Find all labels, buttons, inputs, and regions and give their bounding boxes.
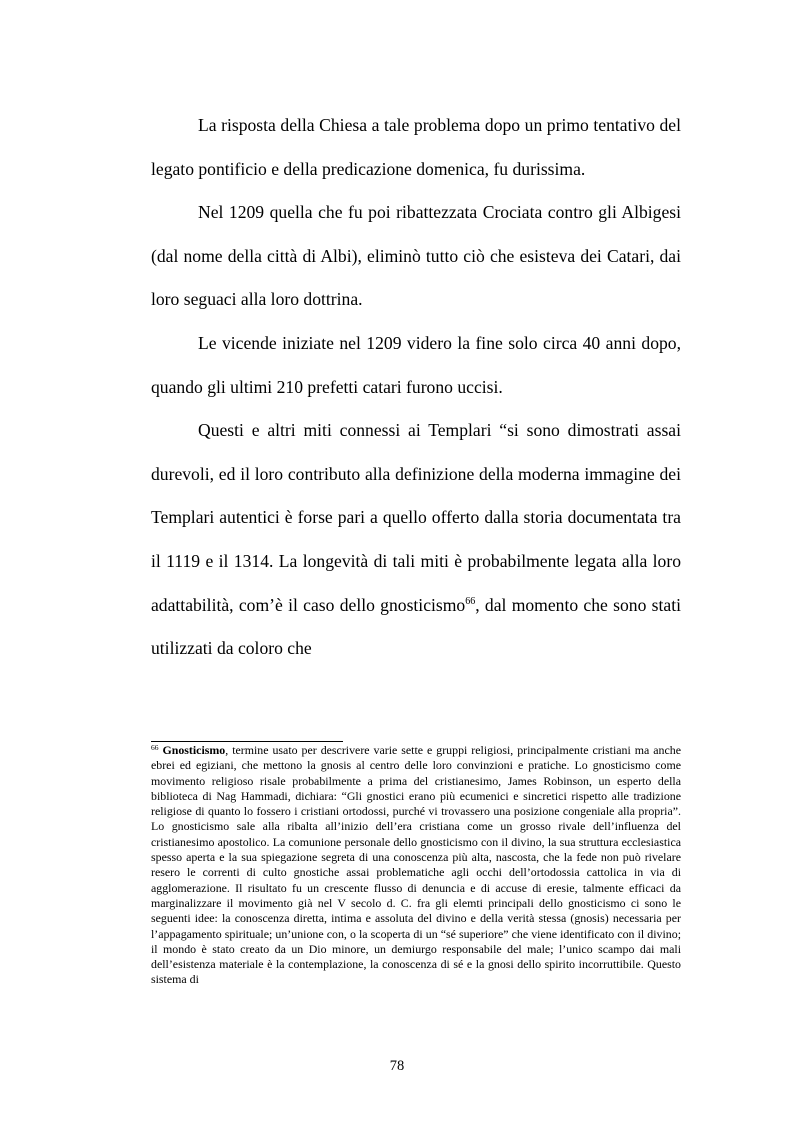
footnote-66	[151, 743, 681, 988]
paragraph-4-continuation: , dal momento che sono stati utilizzati da coloro che	[151, 594, 681, 659]
main-text	[151, 104, 681, 671]
footnote-term: Gnosticismo	[162, 743, 226, 757]
footnote-reference[interactable]: 66	[465, 595, 476, 607]
paragraph-4-text: Questi e altri miti connessi ai Templari “si sono dimostrati assai durevoli, ed il loro contributo alla definizione della moderna immagine dei Templari autentici è forse pari a quello offerto dalla storia documentata tra il 1119 e il 1314. La longevità di tali miti è probabilmente legata alla loro adattabilità, com’è il caso dello gnosticismo	[151, 420, 681, 615]
paragraph-3: Le vicende iniziate nel 1209 videro la fine solo circa 40 anni dopo, quando gli ultimi 210 prefetti catari furono uccisi.	[151, 332, 681, 397]
footnote-text: , termine usato per descrivere varie sette e gruppi religiosi, principalmente cristiani ma anche ebrei ed egiziani, che mettono la gnosis al centro delle loro convinzioni e pratiche. Lo gnosticismo come movimento religioso risale probabilmente a prima del cristianesimo, James Robinson, un esperto della biblioteca di Nag Hammadi, dichiara: “Gli gnostici erano più ecumenici e sincretici rispetto alle tradizione religiose di quanto lo fossero i cristiani ortodossi, purché vi trovassero una posizione congeniale alla propria”. Lo gnosticismo sale alla ribalta all’inizio dell’era cristiana come un grosso rivale dell’influenza del cristianesimo apostolico. La comunione personale dello gnosticismo con il divino, la sua struttura ecclesiastica spesso aperta e la sua spiegazione segreta di una conoscenza più alta, nascosta, che la fede non può rivelare resero le correnti di culto gnostiche assai problematiche agli occhi dell’ortodossia cattolica in via di agglomerazione. Il risultato fu un crescente flusso di denuncia e di accuse di eresie, talmente efficaci da marginalizzare il movimento già nel V secolo d. C. fra gli elemti principali dello gnosticismo ci sono le seguenti idee: la conoscenza diretta, intima e assoluta del divino e della verità stessa (gnosis) necessaria per l’appagamento spirituale; un’unione con, o la scoperta di un “sé superiore” che viene identificato con il divino; il mondo è stato creato da un Dio minore, un demiurgo responsabile del male; l’unico scampo dai mali dell’esistenza materiale è la contemplazione, la conoscenza di sé e la gnosi dello spirito incorruttibile. Questo sistema di	[151, 743, 681, 987]
page-number: 78	[389, 1058, 405, 1074]
paragraph-4	[151, 409, 681, 671]
paragraph-1: La risposta della Chiesa a tale problema dopo un primo tentativo del legato pontificio e della predicazione domenica, fu durissima.	[151, 115, 681, 179]
footnote-number: 66	[151, 743, 159, 752]
paragraph-2: Nel 1209 quella che fu poi ribattezzata Crociata contro gli Albigesi (dal nome della città di Albi), eliminò tutto ciò che esisteva dei Catari, dai loro seguaci alla loro dottrina.	[151, 202, 681, 310]
footnote-separator	[151, 741, 343, 742]
